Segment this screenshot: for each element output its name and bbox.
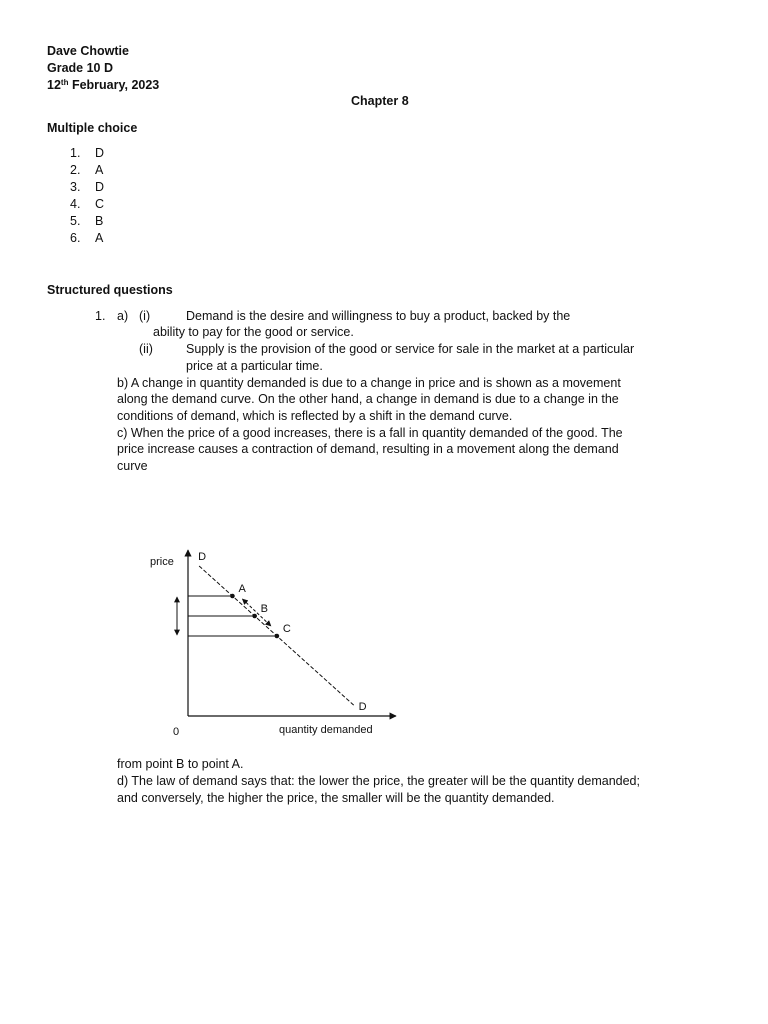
part-b-text: conditions of demand, which is reflected by a shift in the demand curve. bbox=[117, 409, 513, 423]
point-label-a: A bbox=[238, 583, 246, 595]
part-c-text: price increase causes a contraction of demand, resulting in a movement along the demand bbox=[117, 442, 619, 456]
part-c-text: curve bbox=[117, 459, 148, 473]
y-axis-label: price bbox=[150, 556, 174, 568]
part-c-text: c) When the price of a good increases, there is a fall in quantity demanded of the good. The bbox=[117, 426, 623, 440]
date-day: 12 bbox=[47, 78, 61, 92]
part-a-i-text: Demand is the desire and willingness to buy a product, backed by the bbox=[186, 309, 571, 323]
mc-item: 3. D bbox=[70, 180, 105, 194]
part-d-text: d) The law of demand says that: the lower the price, the greater will be the quantity demanded; bbox=[117, 774, 640, 788]
part-a-i-text: ability to pay for the good or service. bbox=[153, 325, 354, 339]
demand-label-start: D bbox=[198, 551, 207, 563]
part-a-i-label: (i) bbox=[139, 309, 151, 323]
part-b-text: b) A change in quantity demanded is due to a change in price and is shown as a movement bbox=[117, 376, 621, 390]
date-rest: February, 2023 bbox=[68, 78, 160, 92]
student-grade: Grade 10 D bbox=[47, 61, 114, 75]
date bbox=[47, 77, 159, 94]
part-a-ii-text: price at a particular time. bbox=[186, 359, 323, 373]
origin-label: 0 bbox=[173, 726, 180, 738]
part-c-conclusion: from point B to point A. bbox=[117, 757, 244, 771]
part-b-text: along the demand curve. On the other hand, a change in demand is due to a change in the bbox=[117, 392, 619, 406]
part-a-ii-text: Supply is the provision of the good or service for sale in the market at a particular bbox=[186, 342, 635, 356]
mc-item: 5. B bbox=[70, 214, 104, 228]
demand-curve-chart bbox=[140, 540, 400, 740]
point-a bbox=[230, 594, 235, 599]
point-label-c: C bbox=[282, 623, 291, 635]
part-a-label: a) bbox=[117, 309, 129, 323]
x-axis-label: quantity demanded bbox=[279, 724, 373, 736]
point-b bbox=[252, 614, 257, 619]
multiple-choice-heading: Multiple choice bbox=[47, 121, 138, 135]
demand-label-end: D bbox=[358, 701, 367, 713]
structured-heading: Structured questions bbox=[47, 283, 173, 297]
date-suffix: th bbox=[60, 78, 69, 87]
mc-item: 1. D bbox=[70, 146, 105, 160]
mc-item: 4. C bbox=[70, 197, 105, 211]
part-a-ii-label: (ii) bbox=[139, 342, 153, 356]
mc-item: 6. A bbox=[70, 231, 104, 245]
student-name: Dave Chowtie bbox=[47, 44, 129, 58]
part-d-text: and conversely, the higher the price, the smaller will be the quantity demanded. bbox=[117, 791, 555, 805]
point-label-b: B bbox=[260, 603, 269, 615]
chapter-title: Chapter 8 bbox=[351, 94, 409, 108]
mc-item: 2. A bbox=[70, 163, 104, 177]
question-number: 1. bbox=[95, 309, 106, 323]
point-c bbox=[275, 634, 280, 639]
